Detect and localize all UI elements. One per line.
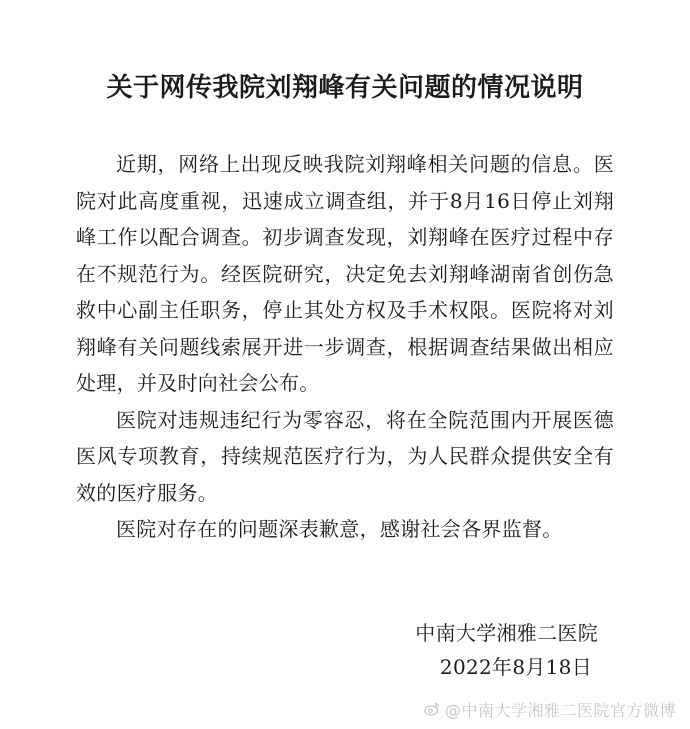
signature-block: [415, 616, 598, 684]
signature-date: 2022年8月18日: [439, 655, 592, 679]
paragraph-2: 医院对违规违纪行为零容忍，将在全院范围内开展医德医风专项教育，持续规范医疗行为，为人民群众提供安全有效的医疗服务。: [76, 407, 614, 505]
signature-organization: 中南大学湘雅二医院: [415, 621, 598, 645]
weibo-icon: [423, 700, 441, 718]
weibo-watermark: [423, 697, 676, 721]
document-body: [76, 146, 614, 548]
paragraph-3: 医院对存在的问题深表歉意，感谢社会各界监督。: [116, 517, 563, 541]
watermark-text: @中南大学湘雅二医院官方微博: [444, 700, 676, 720]
document-title: 关于网传我院刘翔峰有关问题的情况说明: [106, 73, 584, 103]
paragraph-1: 近期，网络上出现反映我院刘翔峰相关问题的信息。医院对此高度重视，迅速成立调查组，并于8月16日停止刘翔峰工作以配合调查。初步调查发现，刘翔峰在医疗过程中存在不规范行为。经医院研究，决定免去刘翔峰湖南省创伤急救中心副主任职务，停止其处方权及手术权限。医院将对刘翔峰有关问题线索展开进一步调查，根据调查结果做出相应处理，并及时向社会公布。: [76, 152, 614, 395]
